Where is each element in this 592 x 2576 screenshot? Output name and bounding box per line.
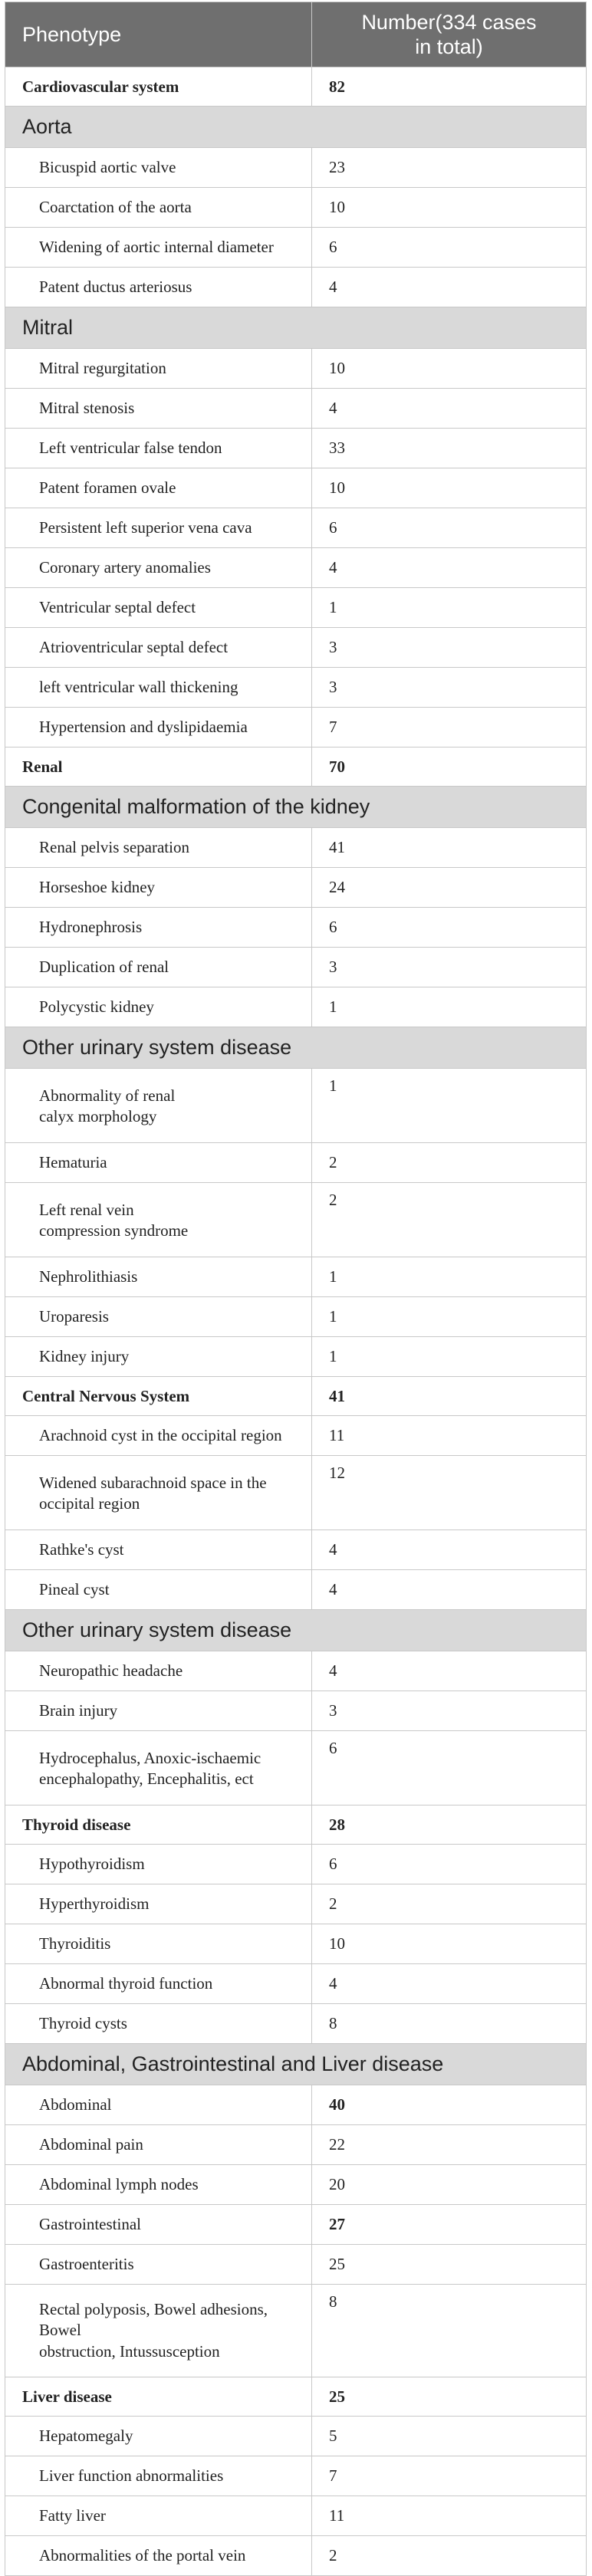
count-cell: 28 — [312, 1806, 587, 1845]
table-row — [5, 1297, 587, 1337]
count-cell: 7 — [312, 708, 587, 748]
table-row — [5, 1924, 587, 1964]
phenotype-cell: Horseshoe kidney — [5, 868, 312, 908]
count-cell: 10 — [312, 1924, 587, 1964]
count-cell: 4 — [312, 1530, 587, 1570]
count-cell: 24 — [312, 868, 587, 908]
count-cell: 2 — [312, 1143, 587, 1183]
table-row — [5, 1183, 587, 1257]
table-row — [5, 349, 587, 389]
phenotype-cell: Gastrointestinal — [5, 2205, 312, 2245]
count-cell: 25 — [312, 2377, 587, 2417]
count-cell: 11 — [312, 1416, 587, 1456]
phenotype-cell: Hydronephrosis — [5, 908, 312, 948]
table-row — [5, 987, 587, 1027]
table-row — [5, 1530, 587, 1570]
phenotype-cell: Ventricular septal defect — [5, 588, 312, 628]
table-row — [5, 548, 587, 588]
count-cell: 6 — [312, 1731, 587, 1806]
phenotype-line: Left renal vein — [39, 1200, 134, 1219]
table-row — [5, 2085, 587, 2125]
phenotype-cell: Renal — [5, 748, 312, 787]
phenotype-cell: Abnormalities of the portal vein — [5, 2536, 312, 2576]
count-cell: 4 — [312, 1651, 587, 1691]
header-number — [312, 2, 587, 67]
count-cell: 12 — [312, 1456, 587, 1530]
phenotype-cell: Nephrolithiasis — [5, 1257, 312, 1297]
table-row — [5, 2536, 587, 2576]
table-row — [5, 1651, 587, 1691]
category-row — [5, 307, 587, 349]
table-row — [5, 868, 587, 908]
phenotype-cell: Rathke's cyst — [5, 1530, 312, 1570]
phenotype-line: Bowel — [39, 2321, 81, 2340]
phenotype-line: Abnormality of renal — [39, 1086, 176, 1105]
count-cell: 70 — [312, 748, 587, 787]
phenotype-line: Hydrocephalus, Anoxic-ischaemic — [39, 1748, 261, 1767]
count-cell: 10 — [312, 188, 587, 228]
count-cell: 8 — [312, 2004, 587, 2044]
table-body — [5, 67, 587, 2576]
phenotype-cell: Central Nervous System — [5, 1377, 312, 1416]
category-label: Abdominal, Gastrointestinal and Liver disease — [5, 2044, 587, 2085]
table-row — [5, 2496, 587, 2536]
count-cell: 3 — [312, 1691, 587, 1731]
header-phenotype: Phenotype — [5, 2, 312, 67]
count-cell: 4 — [312, 1570, 587, 1610]
phenotype-cell: Pineal cyst — [5, 1570, 312, 1610]
table-row — [5, 708, 587, 748]
count-cell: 4 — [312, 389, 587, 429]
category-row — [5, 2044, 587, 2085]
category-label: Congenital malformation of the kidney — [5, 787, 587, 828]
phenotype-line: Widened subarachnoid space in the — [39, 1473, 267, 1492]
phenotype-cell: Hypertension and dyslipidaemia — [5, 708, 312, 748]
count-cell: 1 — [312, 1257, 587, 1297]
phenotype-line: calyx morphology — [39, 1107, 157, 1125]
table-row — [5, 588, 587, 628]
category-label: Mitral — [5, 307, 587, 349]
phenotype-cell: left ventricular wall thickening — [5, 668, 312, 708]
table-row — [5, 1069, 587, 1143]
phenotype-cell — [5, 1069, 312, 1143]
count-cell: 6 — [312, 908, 587, 948]
table-row — [5, 1691, 587, 1731]
category-row — [5, 1027, 587, 1069]
phenotype-cell: Renal pelvis separation — [5, 828, 312, 868]
phenotype-cell: Duplication of renal — [5, 948, 312, 987]
phenotype-cell: Patent foramen ovale — [5, 468, 312, 508]
phenotype-line: compression syndrome — [39, 1221, 189, 1240]
count-cell: 25 — [312, 2245, 587, 2285]
phenotype-cell: Brain injury — [5, 1691, 312, 1731]
table-row — [5, 1456, 587, 1530]
count-cell: 3 — [312, 948, 587, 987]
phenotype-cell: Thyroiditis — [5, 1924, 312, 1964]
table-row — [5, 1884, 587, 1924]
count-cell: 6 — [312, 1845, 587, 1884]
phenotype-cell: Left ventricular false tendon — [5, 429, 312, 468]
phenotype-cell: Liver function abnormalities — [5, 2456, 312, 2496]
phenotype-table — [5, 2, 587, 2576]
table-row — [5, 1731, 587, 1806]
table-row — [5, 2004, 587, 2044]
table-row — [5, 148, 587, 188]
count-cell: 3 — [312, 668, 587, 708]
count-cell: 1 — [312, 1297, 587, 1337]
count-cell: 1 — [312, 588, 587, 628]
section-row — [5, 1377, 587, 1416]
count-cell: 41 — [312, 1377, 587, 1416]
table-row — [5, 1570, 587, 1610]
table-row — [5, 828, 587, 868]
phenotype-cell: Coronary artery anomalies — [5, 548, 312, 588]
count-cell: 27 — [312, 2205, 587, 2245]
table-row — [5, 668, 587, 708]
phenotype-cell: Uroparesis — [5, 1297, 312, 1337]
table-row — [5, 2417, 587, 2456]
phenotype-cell: Thyroid cysts — [5, 2004, 312, 2044]
category-label: Other urinary system disease — [5, 1610, 587, 1651]
header-number-line1: Number(334 cases — [361, 10, 537, 34]
count-cell: 33 — [312, 429, 587, 468]
phenotype-cell: Hyperthyroidism — [5, 1884, 312, 1924]
header-number-line2: in total) — [415, 35, 483, 58]
table-row — [5, 2125, 587, 2165]
count-cell: 82 — [312, 67, 587, 107]
table-row — [5, 188, 587, 228]
count-cell: 2 — [312, 1183, 587, 1257]
count-cell: 4 — [312, 1964, 587, 2004]
count-cell: 1 — [312, 1069, 587, 1143]
phenotype-cell: Mitral stenosis — [5, 389, 312, 429]
table-row — [5, 908, 587, 948]
phenotype-cell: Hematuria — [5, 1143, 312, 1183]
table-row — [5, 2245, 587, 2285]
count-cell: 40 — [312, 2085, 587, 2125]
table-row — [5, 1143, 587, 1183]
count-cell: 11 — [312, 2496, 587, 2536]
table-row — [5, 429, 587, 468]
phenotype-line: Rectal polyposis, Bowel adhesions, — [39, 2300, 268, 2319]
phenotype-cell: Neuropathic headache — [5, 1651, 312, 1691]
phenotype-cell: Persistent left superior vena cava — [5, 508, 312, 548]
count-cell: 2 — [312, 1884, 587, 1924]
count-cell: 22 — [312, 2125, 587, 2165]
table-header-row — [5, 2, 587, 67]
phenotype-cell: Abnormal thyroid function — [5, 1964, 312, 2004]
table-row — [5, 1845, 587, 1884]
phenotype-cell: Coarctation of the aorta — [5, 188, 312, 228]
phenotype-cell: Abdominal lymph nodes — [5, 2165, 312, 2205]
phenotype-cell: Widening of aortic internal diameter — [5, 228, 312, 268]
category-row — [5, 1610, 587, 1651]
phenotype-cell — [5, 1456, 312, 1530]
category-row — [5, 787, 587, 828]
phenotype-cell — [5, 1731, 312, 1806]
phenotype-cell: Cardiovascular system — [5, 67, 312, 107]
count-cell: 2 — [312, 2536, 587, 2576]
category-label: Aorta — [5, 107, 587, 148]
count-cell: 3 — [312, 628, 587, 668]
table-row — [5, 1257, 587, 1297]
table-row — [5, 468, 587, 508]
count-cell: 10 — [312, 349, 587, 389]
phenotype-line: occipital region — [39, 1494, 140, 1513]
count-cell: 1 — [312, 1337, 587, 1377]
table-row — [5, 2205, 587, 2245]
count-cell: 41 — [312, 828, 587, 868]
table-row — [5, 2456, 587, 2496]
count-cell: 1 — [312, 987, 587, 1027]
phenotype-cell: Mitral regurgitation — [5, 349, 312, 389]
phenotype-cell — [5, 2285, 312, 2377]
phenotype-cell: Atrioventricular septal defect — [5, 628, 312, 668]
phenotype-cell: Abdominal pain — [5, 2125, 312, 2165]
table-row — [5, 2285, 587, 2377]
phenotype-cell: Patent ductus arteriosus — [5, 268, 312, 307]
count-cell: 7 — [312, 2456, 587, 2496]
table-row — [5, 2165, 587, 2205]
count-cell: 6 — [312, 228, 587, 268]
phenotype-cell: Gastroenteritis — [5, 2245, 312, 2285]
phenotype-cell: Liver disease — [5, 2377, 312, 2417]
phenotype-cell: Polycystic kidney — [5, 987, 312, 1027]
phenotype-cell: Bicuspid aortic valve — [5, 148, 312, 188]
count-cell: 20 — [312, 2165, 587, 2205]
phenotype-cell — [5, 1183, 312, 1257]
count-cell: 4 — [312, 268, 587, 307]
phenotype-cell: Kidney injury — [5, 1337, 312, 1377]
section-row — [5, 748, 587, 787]
table-row — [5, 1337, 587, 1377]
section-row — [5, 67, 587, 107]
phenotype-cell: Fatty liver — [5, 2496, 312, 2536]
phenotype-cell: Thyroid disease — [5, 1806, 312, 1845]
category-label: Other urinary system disease — [5, 1027, 587, 1069]
count-cell: 23 — [312, 148, 587, 188]
table-row — [5, 389, 587, 429]
table-row — [5, 1964, 587, 2004]
table-row — [5, 228, 587, 268]
table-row — [5, 508, 587, 548]
phenotype-cell: Arachnoid cyst in the occipital region — [5, 1416, 312, 1456]
count-cell: 8 — [312, 2285, 587, 2377]
table-row — [5, 1416, 587, 1456]
phenotype-cell: Abdominal — [5, 2085, 312, 2125]
section-row — [5, 2377, 587, 2417]
section-row — [5, 1806, 587, 1845]
count-cell: 5 — [312, 2417, 587, 2456]
table-row — [5, 948, 587, 987]
count-cell: 6 — [312, 508, 587, 548]
phenotype-cell: Hypothyroidism — [5, 1845, 312, 1884]
phenotype-cell: Hepatomegaly — [5, 2417, 312, 2456]
table-row — [5, 628, 587, 668]
count-cell: 4 — [312, 548, 587, 588]
phenotype-line: obstruction, Intussusception — [39, 2341, 220, 2361]
category-row — [5, 107, 587, 148]
table-row — [5, 268, 587, 307]
phenotype-line: encephalopathy, Encephalitis, ect — [39, 1769, 254, 1788]
count-cell: 10 — [312, 468, 587, 508]
